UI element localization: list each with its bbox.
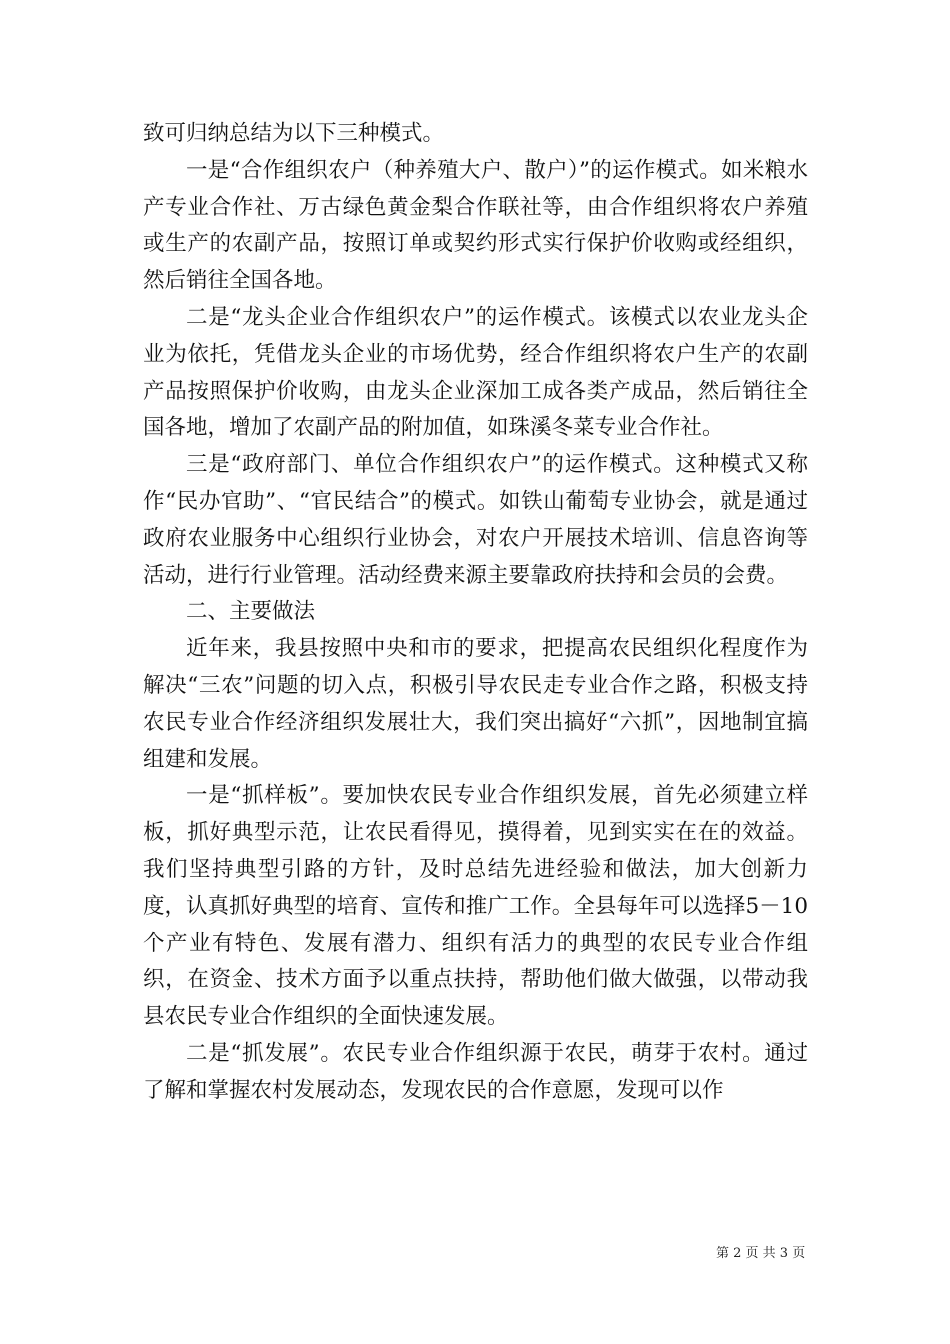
paragraph-mode-three: 三是“政府部门、单位合作组织农户”的运作模式。这种模式又称作“民办官助”、“官民结合”的模式。如铁山葡萄专业协会，就是通过政府农业服务中心组织行业协会，对农户开展技术培训、信息咨询等活动，进行行业管理。活动经费来源主要靠政府扶持和会员的会费。 [143, 452, 808, 588]
document-body [143, 116, 808, 1110]
paragraph-intro-practices: 近年来，我县按照中央和市的要求，把提高农民组织化程度作为解决“三农”问题的切入点，积极引导农民走专业合作之路，积极支持农民专业合作经济组织发展壮大，我们突出搞好“六抓”，因地制宜搞组建和发展。 [143, 636, 808, 772]
paragraph-continuation: 致可归纳总结为以下三种模式。 [143, 121, 445, 146]
section-heading-main-practices: 二、主要做法 [186, 599, 316, 625]
paragraph-mode-two: 二是“龙头企业合作组织农户”的运作模式。该模式以农业龙头企业为依托，凭借龙头企业的市场优势，经合作组织将农户生产的农副产品按照保护价收购，由龙头企业深加工成各类产成品，然后销往全国各地，增加了农副产品的附加值，如珠溪冬菜专业合作社。 [143, 304, 808, 441]
paragraph-model-building: 一是“抓样板”。要加快农民专业合作组织发展，首先必须建立样板，抓好典型示范，让农民看得见，摸得着，见到实实在在的效益。我们坚持典型引路的方针，及时总结先进经验和做法，加大创新力度，认真抓好典型的培育、宣传和推广工作。全县每年可以选择5－10个产业有特色、发展有潜力、组织有活力的典型的农民专业合作组织，在资金、技术方面予以重点扶持，帮助他们做大做强，以带动我县农民专业合作组织的全面快速发展。 [143, 783, 808, 1030]
page-number-footer: 第 2 页 共 3 页 [716, 1246, 806, 1261]
paragraph-mode-one: 一是“合作组织农户（种养殖大户、散户）”的运作模式。如米粮水产专业合作社、万古绿色黄金梨合作联社等，由合作组织将农户养殖或生产的农副产品，按照订单或契约形式实行保护价收购或经组织，然后销往全国各地。 [143, 157, 808, 294]
paragraph-development: 二是“抓发展”。农民专业合作组织源于农民，萌芽于农村。通过了解和掌握农村发展动态，发现农民的合作意愿，发现可以作 [143, 1040, 808, 1103]
